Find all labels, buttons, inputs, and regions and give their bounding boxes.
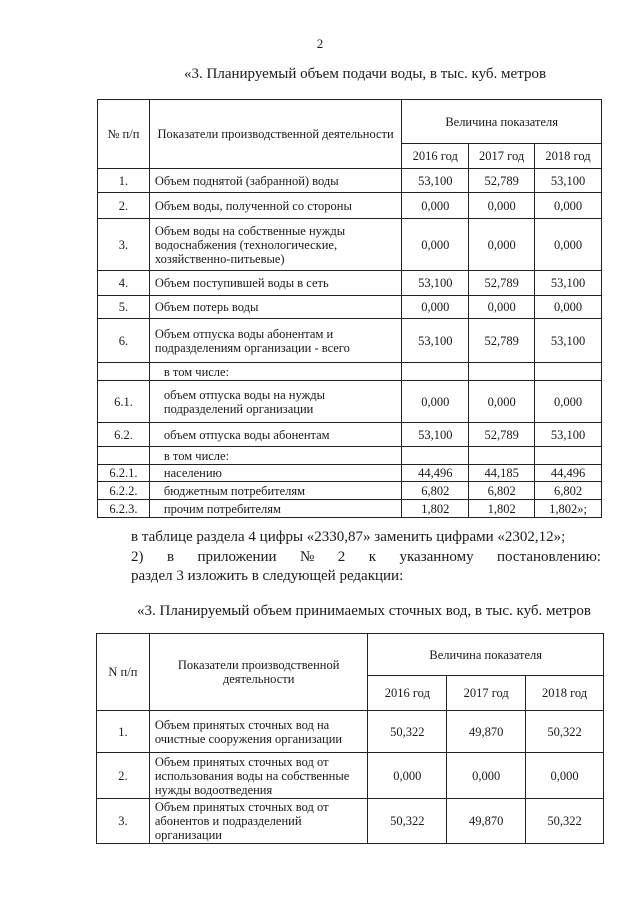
row-value: 0,000 (535, 296, 602, 319)
word: 2 (337, 549, 346, 565)
page-number: 2 (316, 36, 324, 51)
row-value: 53,100 (535, 271, 602, 296)
row-value: 0,000 (402, 219, 469, 271)
row-indicator: Объем воды на собственные нужды водоснабжения (технологические, хозяйственно-питьевые) (149, 219, 401, 271)
row-value: 44,496 (535, 465, 602, 482)
row-value: 50,322 (368, 711, 447, 753)
row-value: 0,000 (469, 193, 535, 219)
column-header-year: 2017 год (447, 676, 526, 711)
row-value: 53,100 (402, 271, 469, 296)
row-value: 53,100 (535, 169, 602, 193)
water-supply-table (97, 99, 602, 518)
row-value: 6,802 (402, 482, 469, 500)
row-indicator: Объем поднятой (забранной) воды (149, 169, 401, 193)
table-row (98, 219, 602, 271)
row-indicator: Объем принятых сточных вод от использования воды на собственные нужды водоотведения (149, 753, 368, 799)
row-value: 50,322 (526, 799, 604, 844)
row-value: 0,000 (535, 381, 602, 423)
row-value: 52,789 (469, 271, 535, 296)
row-indicator: в том числе: (149, 447, 401, 465)
row-number: 6. (98, 319, 150, 363)
table-row (98, 271, 602, 296)
table-row (98, 447, 602, 465)
wastewater-table (96, 633, 604, 844)
row-number: 1. (97, 711, 150, 753)
row-value: 44,496 (402, 465, 469, 482)
table-row (98, 381, 602, 423)
row-indicator: Объем принятых сточных вод на очистные сооружения организации (149, 711, 368, 753)
row-value: 0,000 (469, 381, 535, 423)
table-row (98, 423, 602, 447)
table-row (98, 465, 602, 482)
row-value: 52,789 (469, 319, 535, 363)
row-number: 3. (98, 219, 150, 271)
column-header-number: N п/п (97, 634, 150, 711)
row-number (98, 363, 150, 381)
column-header-year: 2017 год (469, 144, 535, 169)
row-value (535, 363, 602, 381)
row-value: 53,100 (402, 169, 469, 193)
row-value: 0,000 (469, 296, 535, 319)
row-value: 50,322 (368, 799, 447, 844)
column-header-year: 2018 год (526, 676, 604, 711)
table-row (97, 753, 604, 799)
table-row (98, 363, 602, 381)
table-row (98, 169, 602, 193)
row-indicator: объем отпуска воды абонентам (149, 423, 401, 447)
row-value (535, 447, 602, 465)
row-value: 1,802»; (535, 500, 602, 518)
row-value: 52,789 (469, 423, 535, 447)
row-value: 53,100 (535, 319, 602, 363)
column-header-indicator: Показатели производственной деятельности (149, 634, 368, 711)
row-value: 49,870 (447, 711, 526, 753)
row-value: 1,802 (469, 500, 535, 518)
amendment-text-line: раздел 3 изложить в следующей редакции: (131, 568, 404, 584)
row-indicator: населению (149, 465, 401, 482)
column-header-indicator: Показатели производственной деятельности (149, 100, 401, 169)
row-number: 6.2.1. (98, 465, 150, 482)
row-number: 4. (98, 271, 150, 296)
row-value: 0,000 (526, 753, 604, 799)
table-row (98, 193, 602, 219)
row-indicator: бюджетным потребителям (149, 482, 401, 500)
row-value: 0,000 (447, 753, 526, 799)
row-value: 53,100 (402, 423, 469, 447)
row-value: 6,802 (535, 482, 602, 500)
row-indicator: объем отпуска воды на нужды подразделений организации (149, 381, 401, 423)
row-indicator: Объем потерь воды (149, 296, 401, 319)
row-value: 0,000 (402, 296, 469, 319)
row-value: 53,100 (402, 319, 469, 363)
row-number: 6.1. (98, 381, 150, 423)
row-indicator: Объем воды, полученной со стороны (149, 193, 401, 219)
row-value (469, 363, 535, 381)
column-header-year: 2016 год (402, 144, 469, 169)
amendment-text-justified-line (131, 548, 601, 567)
row-value: 49,870 (447, 799, 526, 844)
row-number: 3. (97, 799, 150, 844)
table-row (97, 799, 604, 844)
row-value: 1,802 (402, 500, 469, 518)
row-number: 5. (98, 296, 150, 319)
row-indicator: в том числе: (149, 363, 401, 381)
row-value: 0,000 (469, 219, 535, 271)
word: в (166, 549, 175, 565)
table-row (98, 500, 602, 518)
column-header-value: Величина показателя (368, 634, 604, 676)
row-number: 6.2.2. (98, 482, 150, 500)
word: приложении (197, 549, 277, 565)
table-row (98, 319, 602, 363)
column-header-year: 2016 год (368, 676, 447, 711)
row-value: 44,185 (469, 465, 535, 482)
row-indicator: Объем принятых сточных вод от абонентов и подразделений организации (149, 799, 368, 844)
row-value: 50,322 (526, 711, 604, 753)
row-number: 1. (98, 169, 150, 193)
table-row (98, 482, 602, 500)
row-value (469, 447, 535, 465)
word: № (300, 549, 315, 565)
table2-heading: «3. Планируемый объем принимаемых сточных вод, в тыс. куб. метров (137, 603, 591, 619)
amendment-text-line: в таблице раздела 4 цифры «2330,87» заменить цифрами «2302,12»; (131, 529, 566, 545)
row-indicator: прочим потребителям (149, 500, 401, 518)
table-row (97, 711, 604, 753)
row-value: 0,000 (402, 193, 469, 219)
row-number: 2. (98, 193, 150, 219)
column-header-number: № п/п (98, 100, 150, 169)
row-value: 53,100 (535, 423, 602, 447)
row-number: 2. (97, 753, 150, 799)
table1-heading: «3. Планируемый объем подачи воды, в тыс. куб. метров (184, 66, 547, 82)
row-value: 0,000 (535, 219, 602, 271)
row-value: 6,802 (469, 482, 535, 500)
column-header-value: Величина показателя (402, 100, 602, 144)
row-value: 52,789 (469, 169, 535, 193)
word: 2) (131, 549, 144, 565)
row-value: 0,000 (402, 381, 469, 423)
row-indicator: Объем отпуска воды абонентам и подразделениям организации - всего (149, 319, 401, 363)
row-number (98, 447, 150, 465)
column-header-year: 2018 год (535, 144, 602, 169)
row-value: 0,000 (368, 753, 447, 799)
word: к (368, 549, 377, 565)
row-value (402, 363, 469, 381)
row-number: 6.2.3. (98, 500, 150, 518)
row-value (402, 447, 469, 465)
row-indicator: Объем поступившей воды в сеть (149, 271, 401, 296)
table-row (98, 296, 602, 319)
row-value: 0,000 (535, 193, 602, 219)
row-number: 6.2. (98, 423, 150, 447)
word: постановлению: (497, 549, 601, 565)
word: указанному (399, 549, 474, 565)
